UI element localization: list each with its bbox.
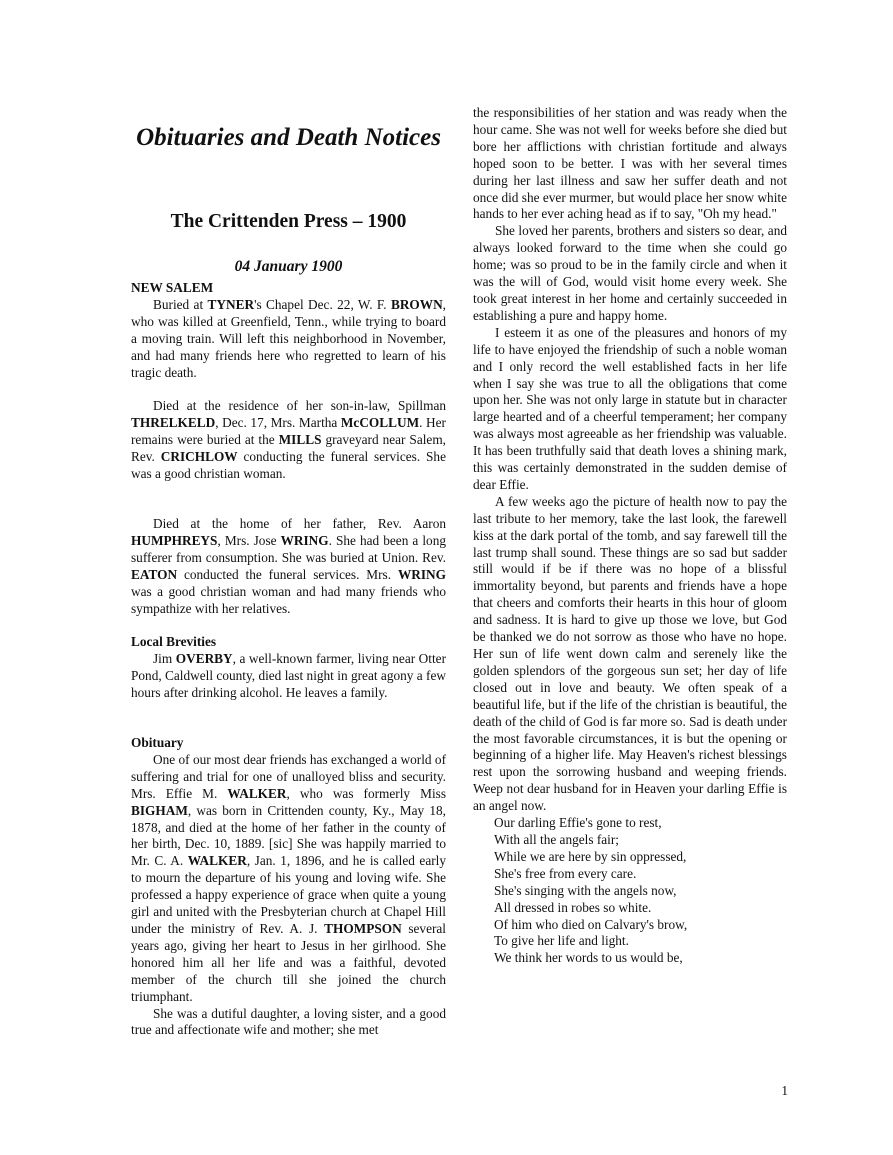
poem-line: To give her life and light. <box>494 933 629 949</box>
surname: BIGHAM <box>131 802 188 818</box>
surname: MILLS <box>278 431 322 447</box>
surname: McCOLLUM <box>340 414 420 430</box>
surname: OVERBY <box>175 650 233 666</box>
page-number: 1 <box>781 1083 788 1098</box>
paragraph-continued: the responsibilities of her station and was ready when the hour came. She was not well for weeks before she died but bore her afflictions with christian fortitude and always hoped soon to be better. I was with her several times during her last illness and saw her suffer death and not once did she ever murmer, but would place her snow white hands to her ever aching head as if to say, "Oh my head." <box>473 105 787 222</box>
paragraph: She loved her parents, brothers and sisters so dear, and always looked forward to the time when she could go home; was so proud to be in the family circle and when it was the will of God, would visit home every week. She took great interest in her home and certainly succeeded in establishing a pure and happy home. <box>473 223 787 323</box>
paragraph: I esteem it as one of the pleasures and honors of my life to have enjoyed the friendship of such a noble woman and I only record the well established facts in her life when I say she was true to all the obligations that come upon her. She was not only large in statute but in character large hearted and of a cheerful temperament; her company was always most agreeable as her friendship was valuable. It has been truthfully said that death loves a shining mark, this was certainly demonstrated in the sudden demise of dear Effie. <box>473 324 787 492</box>
poem <box>473 815 787 967</box>
paragraph: Died at the home of her father, Rev. Aaron HUMPHREYS, Mrs. Jose WRING. She had been a long sufferer from consumption. She was buried at Union. Rev. EATON conducted the funeral services. Mrs. WRING was a good christian woman and had many friends who sympathize with her relatives. <box>131 516 446 616</box>
poem-line: Our darling Effie's gone to rest, <box>494 815 662 831</box>
poem-line: Of him who died on Calvary's brow, <box>494 916 688 932</box>
paragraph: One of our most dear friends has exchanged a world of suffering and trial for one of unalloyed bliss and security. Mrs. Effie M. WALKER, who was formerly Miss BIGHAM, was born in Crittenden county, Ky., May 18, 1878, and died at the home of her father in the county of her birth, Dec. 10, 1889. [sic] She was happily married to Mr. C. A. WALKER, Jan. 1, 1896, and he is called early to mourn the departure of his young and loving wife. She professed a happy experience of grace when quite a young girl and united with the Presbyterian church at Chapel Hill under the ministry of Rev. A. J. THOMPSON several years ago, giving her heart to Jesus in her girlhood. She honored him all her life and was a faithful, devoted member of the church till she joined the church triumphant. <box>131 751 446 1004</box>
section-heading-local-brevities: Local Brevities <box>131 634 217 649</box>
publication-title: The Crittenden Press – 1900 <box>170 211 407 232</box>
poem-line: She's free from every care. <box>494 865 637 881</box>
surname: WRING <box>397 566 446 582</box>
paragraph: Buried at TYNER's Chapel Dec. 22, W. F. BROWN, who was killed at Greenfield, Tenn., while trying to board a moving train. Will left this neighborhood in November, and had many friends here who regretted to learn of his tragic death. <box>131 296 446 380</box>
surname: BROWN <box>390 296 443 312</box>
surname: WALKER <box>227 785 287 801</box>
section-heading-new-salem: NEW SALEM <box>131 280 214 295</box>
poem-line: All dressed in robes so white. <box>494 899 652 915</box>
section-obituary <box>131 735 446 1039</box>
notice-wring <box>131 516 446 617</box>
surname: THOMPSON <box>324 920 402 936</box>
paragraph: A few weeks ago the picture of health now to pay the last tribute to her memory, take the last look, the farewell kiss at the dark portal of the tomb, and say farewell till the last trump shall sound. These things are so sad but sadder still would if be if there was no hope of a blissful immortality beyond, but parents and friends have a hope that cheers and comforts their hearts in this hour of gloom and sadness. It is hard to give up those we love, but God be thanked we do not sorrow as those who have no hope. Her sun of life went down calm and serenely like the golden splendors of the gorgeous sun set; her day of life closed out in love and beauty. We often speak of a beautiful life, but if the life of the christian is beautiful, the death of the child of God is far more so. Sad is death under the most favorable circumstances, it is but the opening or beginning of a higher life. May Heaven's richest blessings rest upon the sorrowing husband and weeping friends. Weep not dear husband for in Heaven your darling Effie is an angel now. <box>473 493 787 814</box>
section-new-salem <box>131 280 446 381</box>
surname: HUMPHREYS <box>131 532 218 548</box>
surname: TYNER <box>207 296 255 312</box>
poem-line: With all the angels fair; <box>494 831 620 847</box>
document-title: Obituaries and Death Notices <box>136 124 441 151</box>
surname: CRICHLOW <box>160 448 238 464</box>
paragraph: She was a dutiful daughter, a loving sister, and a good true and affectionate wife and mother; she met <box>131 1005 446 1038</box>
paragraph: Died at the residence of her son-in-law, Spillman THRELKELD, Dec. 17, Mrs. Martha McCOLLUM. Her remains were buried at the MILLS graveyard near Salem, Rev. CRICHLOW conducting the funeral services. She was a good christian woman. <box>131 398 446 481</box>
section-heading-obituary: Obituary <box>131 735 184 750</box>
section-local-brevities <box>131 634 446 702</box>
obituary-continued <box>473 105 787 967</box>
issue-date: 04 January 1900 <box>234 258 343 275</box>
poem-line: She's singing with the angels now, <box>494 882 677 898</box>
paragraph: Jim OVERBY, a well-known farmer, living near Otter Pond, Caldwell county, died last night in great agony a few hours after drinking alcohol. He leaves a family. <box>131 650 446 700</box>
surname: THRELKELD <box>131 414 216 430</box>
surname: WALKER <box>187 853 247 869</box>
surname: WRING <box>280 532 329 548</box>
poem-line: We think her words to us would be, <box>494 950 683 966</box>
notice-mccollum <box>131 398 446 483</box>
surname: EATON <box>131 566 178 582</box>
poem-line: While we are here by sin oppressed, <box>494 848 687 864</box>
